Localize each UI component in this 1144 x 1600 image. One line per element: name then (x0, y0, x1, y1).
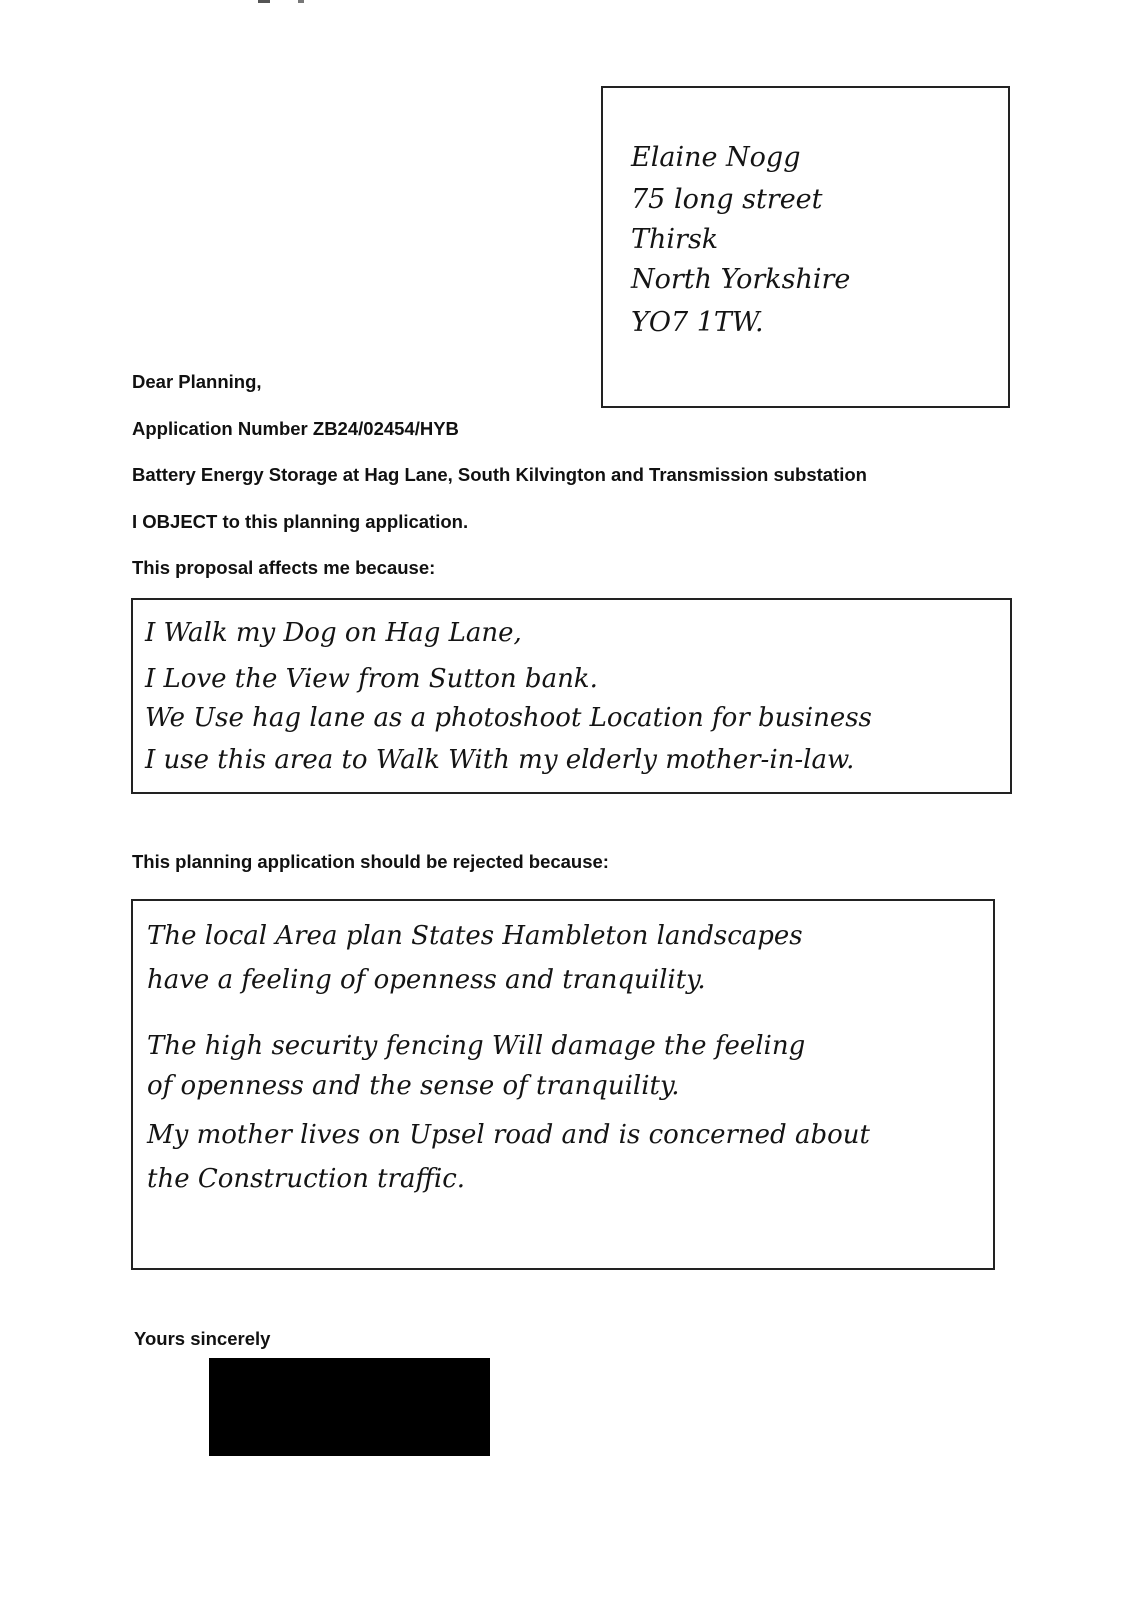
address-line-name: Elaine Nogg (631, 142, 801, 173)
rejection-reason-line: of openness and the sense of tranquility. (147, 1071, 680, 1101)
affects-reason-line: I Walk my Dog on Hag Lane, (145, 618, 522, 648)
rejection-reason-line: the Construction traffic. (147, 1164, 466, 1194)
affects-reasons-box (131, 598, 1012, 794)
affects-reason-line: I use this area to Walk With my elderly mother-in-law. (145, 745, 855, 775)
address-line-postcode: YO7 1TW. (631, 307, 764, 338)
salutation: Dear Planning, (132, 371, 262, 392)
rejection-reason-line: have a feeling of openness and tranquility. (147, 965, 706, 995)
rejection-reasons-box (131, 899, 995, 1270)
rejection-reason-line: The local Area plan States Hambleton landscapes (147, 921, 803, 951)
rejected-heading: This planning application should be rejected because: (132, 851, 609, 872)
affects-reason-line: I Love the View from Sutton bank. (145, 664, 598, 694)
closing: Yours sincerely (134, 1328, 271, 1349)
scan-artifact (258, 0, 270, 3)
address-line-county: North Yorkshire (631, 264, 851, 295)
affects-heading: This proposal affects me because: (132, 557, 436, 578)
sender-address-box (601, 86, 1010, 408)
address-line-street: 75 long street (631, 184, 823, 215)
address-line-town: Thirsk (631, 224, 719, 255)
rejection-reason-line: The high security fencing Will damage the feeling (147, 1031, 806, 1061)
affects-reason-line: We Use hag lane as a photoshoot Location for business (145, 703, 872, 733)
application-number: Application Number ZB24/02454/HYB (132, 418, 459, 439)
application-subject: Battery Energy Storage at Hag Lane, South Kilvington and Transmission substation (132, 464, 867, 485)
objection-statement: I OBJECT to this planning application. (132, 511, 469, 532)
scan-artifact (298, 0, 304, 3)
rejection-reason-line: My mother lives on Upsel road and is concerned about (147, 1120, 870, 1150)
redacted-signature (209, 1358, 490, 1456)
